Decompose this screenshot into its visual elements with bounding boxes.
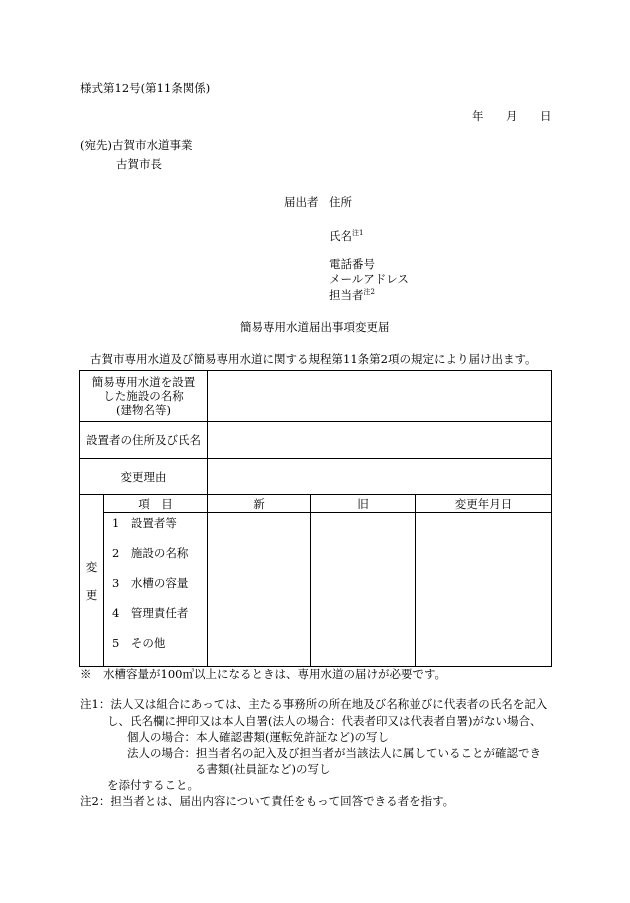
capacity-note: ※ 水槽容量が100㎥以上になるときは、専用水道の届けが必要です。	[80, 667, 447, 681]
reason-label-cell: 変更理由	[80, 459, 208, 495]
header-item: 項 目	[104, 495, 208, 513]
installer-field[interactable]	[208, 422, 552, 459]
note1-line5: る書類(社員証など)の写し	[195, 762, 331, 776]
addressee-line1: (宛先)古賀市水道事業	[80, 138, 193, 152]
list-item: 3 水槽の容量	[112, 576, 189, 590]
items-list-cell	[104, 513, 208, 667]
facility-name-field[interactable]	[208, 371, 552, 422]
header-new: 新	[208, 495, 311, 513]
addressee-line2: 古賀市長	[116, 157, 162, 171]
note2: 注2：担当者とは、届出内容について責任をもって回答できる者を指す。	[80, 794, 455, 808]
change-header-row	[80, 495, 552, 513]
old-value-field[interactable]	[311, 513, 416, 667]
installer-label-cell: 設置者の住所及び氏名	[80, 422, 208, 459]
change-items-row	[80, 513, 552, 667]
notifier-email-label: メールアドレス	[329, 272, 409, 286]
list-item: 1 設置者等	[112, 516, 177, 530]
change-form-table	[79, 370, 552, 667]
form-number: 様式第12号(第11条関係)	[80, 81, 211, 95]
note1-line2: し、氏名欄に押印又は本人自署(法人の場合：代表者印又は代表者自署)がない場合、	[107, 714, 542, 728]
facility-row	[80, 371, 552, 422]
reason-row	[80, 459, 552, 495]
note1-line6: を添付すること。	[107, 778, 199, 792]
date-month-label: 月	[506, 109, 518, 123]
change-label-cell: 変 更	[80, 495, 104, 667]
list-item: 2 施設の名称	[112, 546, 189, 560]
name-note-mark: 注1	[352, 229, 364, 237]
document-title: 簡易専用水道届出事項変更届	[240, 320, 390, 334]
list-item: 4 管理責任者	[112, 606, 189, 620]
change-date-field[interactable]	[416, 513, 552, 667]
header-date: 変更年月日	[416, 495, 552, 513]
header-old: 旧	[311, 495, 416, 513]
facility-label-cell: 簡易専用水道を設置 した施設の名称 (建物名等)	[80, 371, 208, 422]
notifier-heading: 届出者	[284, 195, 319, 209]
notifier-contact-label: 担当者$^{注2}$	[329, 287, 375, 302]
intro-text: 古賀市専用水道及び簡易専用水道に関する規程第11条第2項の規定により届け出ます。	[90, 352, 537, 366]
note1-line4: 法人の場合：担当者名の記入及び担当者が当該法人に属していることが確認でき	[127, 746, 541, 760]
contact-note-mark: 注2	[363, 288, 375, 296]
date-year-label: 年	[472, 109, 484, 123]
new-value-field[interactable]	[208, 513, 311, 667]
reason-field[interactable]	[208, 459, 552, 495]
date-day-label: 日	[540, 109, 552, 123]
notifier-phone-label: 電話番号	[329, 257, 375, 271]
list-item: 5 その他	[112, 636, 166, 650]
note1-line1: 注1：法人又は組合にあっては、主たる事務所の所在地及び名称並びに代表者の氏名を記入	[80, 697, 548, 711]
note1-line3: 個人の場合：本人確認書類(運転免許証など)の写し	[127, 730, 389, 744]
notifier-name-label: 氏名$^{注1}$	[329, 228, 364, 243]
notifier-address-label: 住所	[329, 195, 352, 209]
installer-row	[80, 422, 552, 459]
